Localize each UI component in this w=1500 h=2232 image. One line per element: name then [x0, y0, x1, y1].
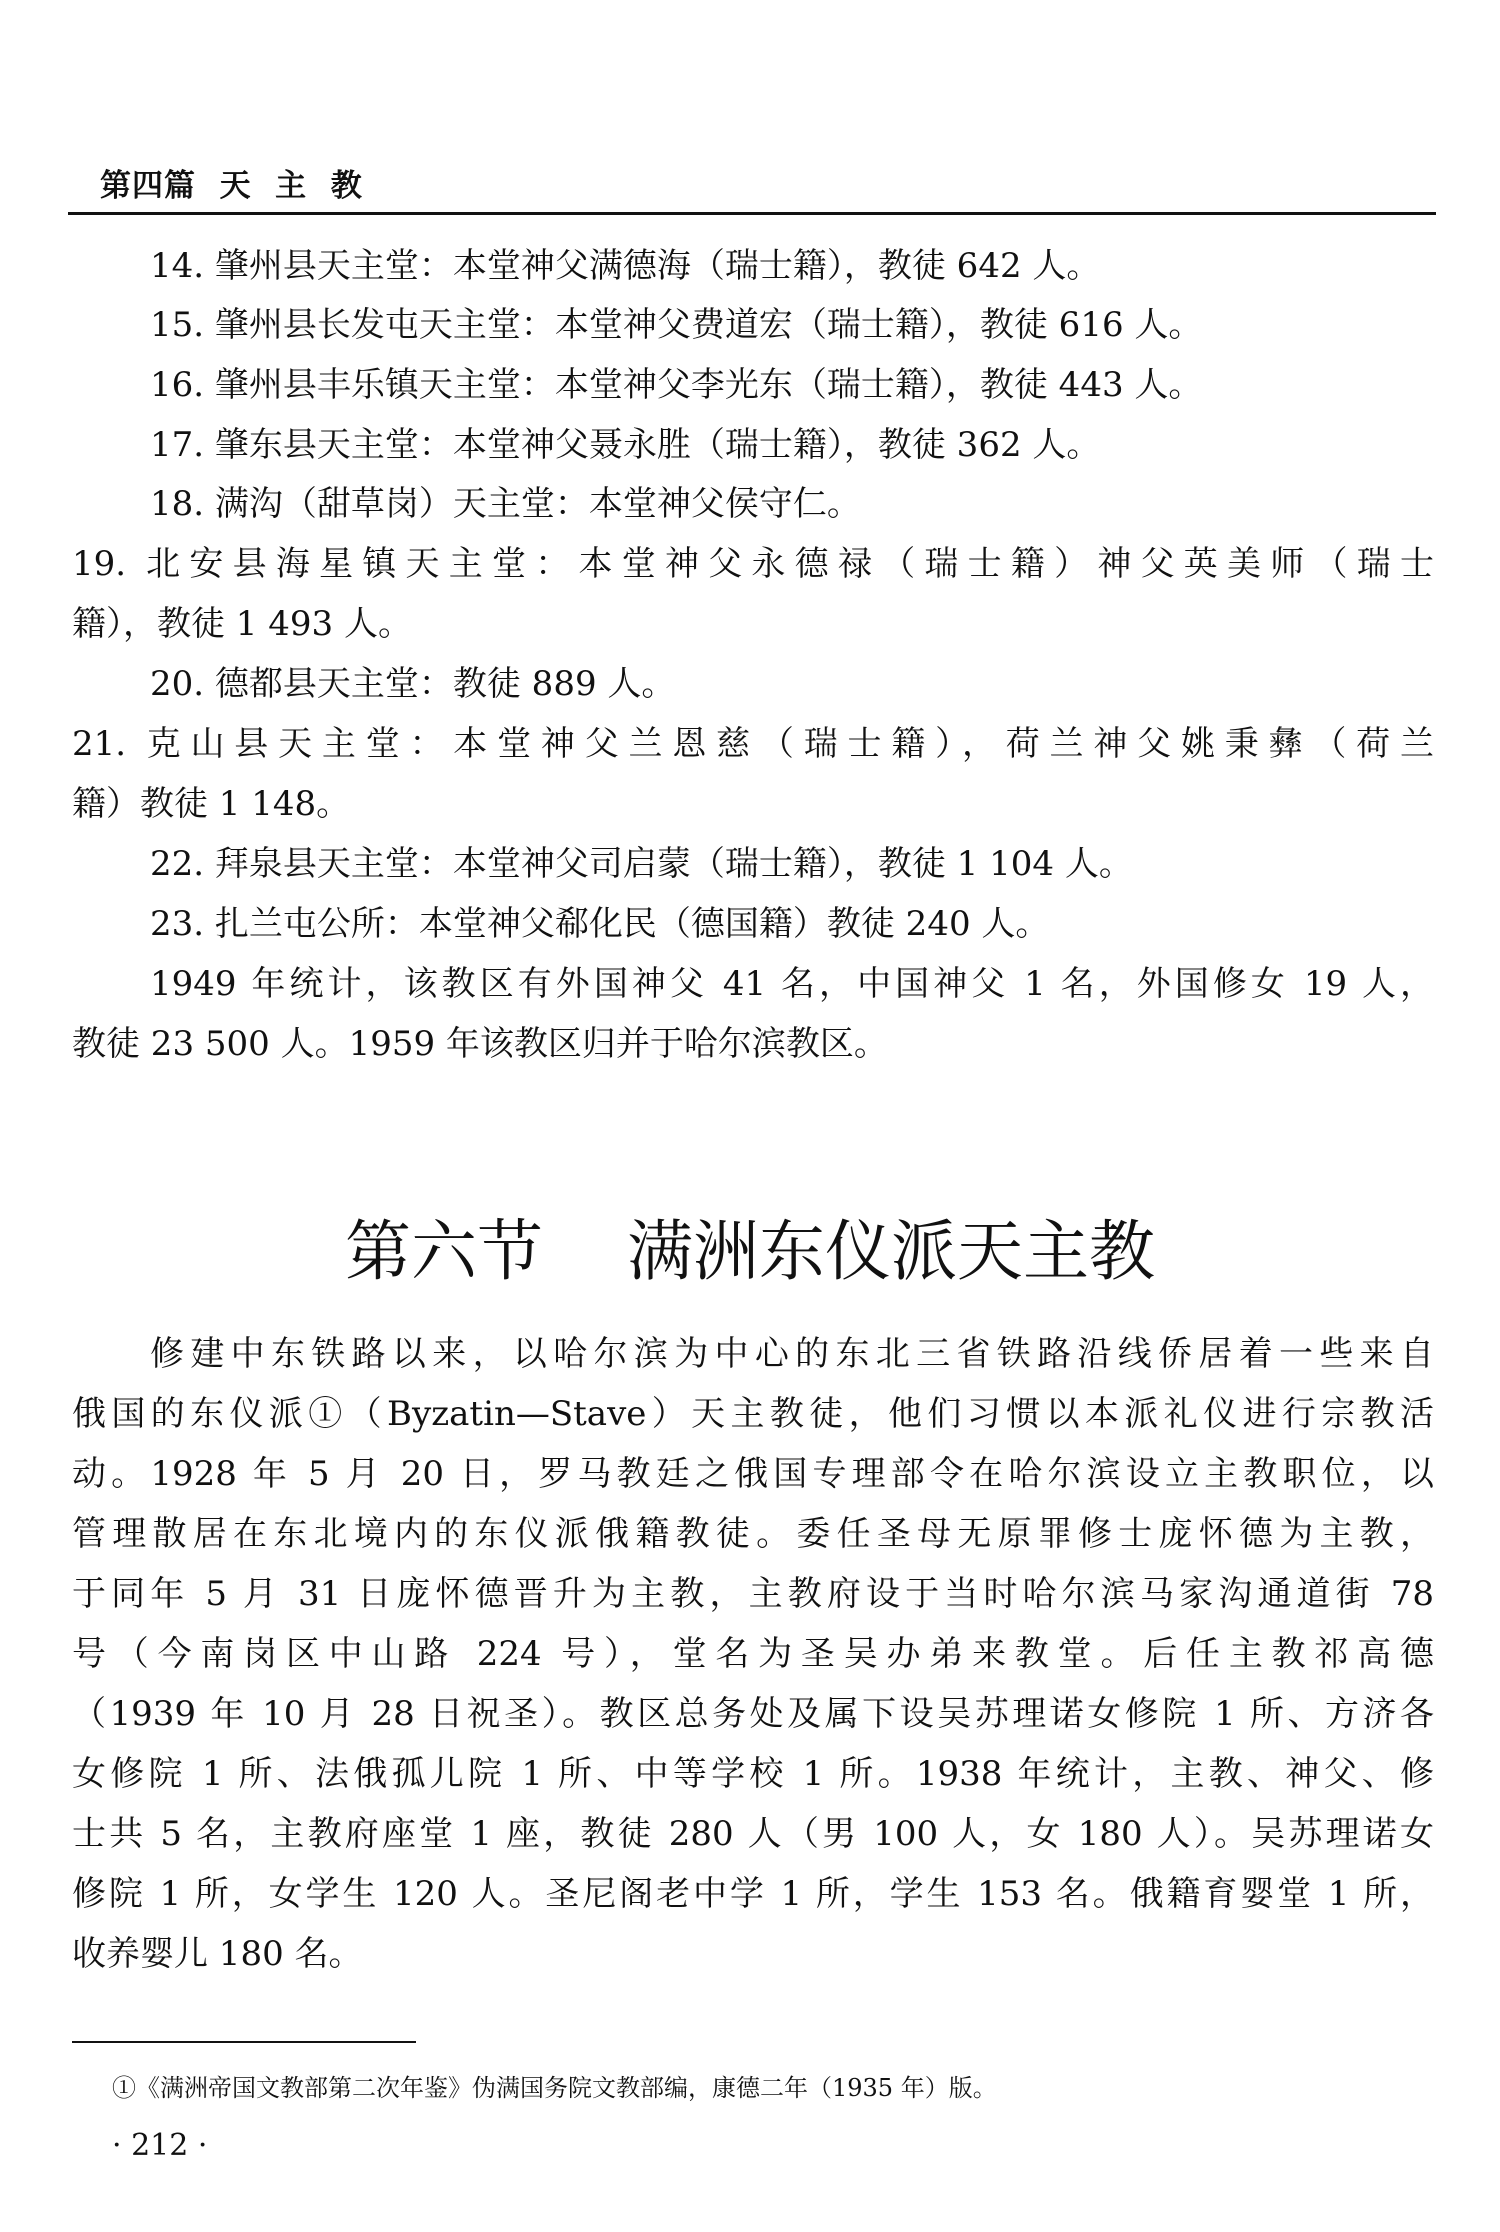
- body-line-6: 号（今南岗区中山路 224 号），堂名为圣吴办弟来教堂。后任主教祁高德: [72, 1634, 1434, 1674]
- body-line-7: （1939 年 10 月 28 日祝圣）。教区总务处及属下设吴苏理诺女修院 1 所、方济各: [72, 1694, 1434, 1734]
- body-line-4: 管理散居在东北境内的东仪派俄籍教徒。委任圣母无原罪修士庞怀德为主教，: [72, 1514, 1434, 1554]
- body-line-11: 收养婴儿 180 名。: [72, 1934, 363, 1974]
- list-item-22: 22. 拜泉县天主堂：本堂神父司启蒙（瑞士籍），教徒 1 104 人。: [150, 844, 1133, 884]
- body-line-8: 女修院 1 所、法俄孤儿院 1 所、中等学校 1 所。1938 年统计，主教、神父、修: [72, 1754, 1434, 1794]
- list-item-19-line2: 籍），教徒 1 493 人。: [72, 604, 412, 644]
- list-item-23: 23. 扎兰屯公所：本堂神父郗化民（德国籍）教徒 240 人。: [150, 904, 1050, 944]
- header-rule: [68, 212, 1436, 215]
- page-number: · 212 ·: [112, 2128, 208, 2163]
- body-line-10: 修院 1 所，女学生 120 人。圣尼阁老中学 1 所，学生 153 名。俄籍育婴堂 1 所，: [72, 1874, 1434, 1914]
- body-line-3: 动。1928 年 5 月 20 日，罗马教廷之俄国专理部令在哈尔滨设立主教职位，以: [72, 1454, 1434, 1494]
- body-line-9: 士共 5 名，主教府座堂 1 座，教徒 280 人（男 100 人，女 180 人）。吴苏理诺女: [72, 1814, 1434, 1854]
- footnote: ①《满洲帝国文教部第二次年鉴》伪满国务院文教部编，康德二年（1935 年）版。: [112, 2074, 997, 2102]
- body-line-1: 修建中东铁路以来，以哈尔滨为中心的东北三省铁路沿线侨居着一些来自: [150, 1334, 1434, 1374]
- list-item-16: 16. 肇州县丰乐镇天主堂：本堂神父李光东（瑞士籍），教徒 443 人。: [150, 365, 1203, 405]
- summary-line2: 教徒 23 500 人。1959 年该教区归并于哈尔滨教区。: [72, 1024, 888, 1064]
- body-line-2: 俄国的东仪派①（Byzatin—Stave）天主教徒，他们习惯以本派礼仪进行宗教活: [72, 1394, 1434, 1434]
- list-item-19-line1: 19. 北安县海星镇天主堂：本堂神父永德禄（瑞士籍）神父英美师（瑞士: [72, 544, 1434, 584]
- list-item-21-line1: 21. 克山县天主堂：本堂神父兰恩慈（瑞士籍），荷兰神父姚秉彝（荷兰: [72, 724, 1434, 764]
- list-item-18: 18. 满沟（甜草岗）天主堂：本堂神父侯守仁。: [150, 484, 861, 524]
- summary-line1: 1949 年统计，该教区有外国神父 41 名，中国神父 1 名，外国修女 19 人，: [150, 964, 1434, 1004]
- list-item-15: 15. 肇州县长发屯天主堂：本堂神父费道宏（瑞士籍），教徒 616 人。: [150, 305, 1203, 345]
- list-item-20: 20. 德都县天主堂：教徒 889 人。: [150, 664, 676, 704]
- section-title: 第六节 满洲东仪派天主教: [345, 1213, 1155, 1290]
- running-head: 第四篇 天 主 教: [100, 168, 363, 204]
- body-line-5: 于同年 5 月 31 日庞怀德晋升为主教，主教府设于当时哈尔滨马家沟通道街 78: [72, 1574, 1434, 1614]
- list-item-14: 14. 肇州县天主堂：本堂神父满德海（瑞士籍），教徒 642 人。: [150, 246, 1101, 286]
- list-item-17: 17. 肇东县天主堂：本堂神父聂永胜（瑞士籍），教徒 362 人。: [150, 425, 1101, 465]
- list-item-21-line2: 籍）教徒 1 148。: [72, 784, 351, 824]
- footnote-rule: [72, 2041, 416, 2043]
